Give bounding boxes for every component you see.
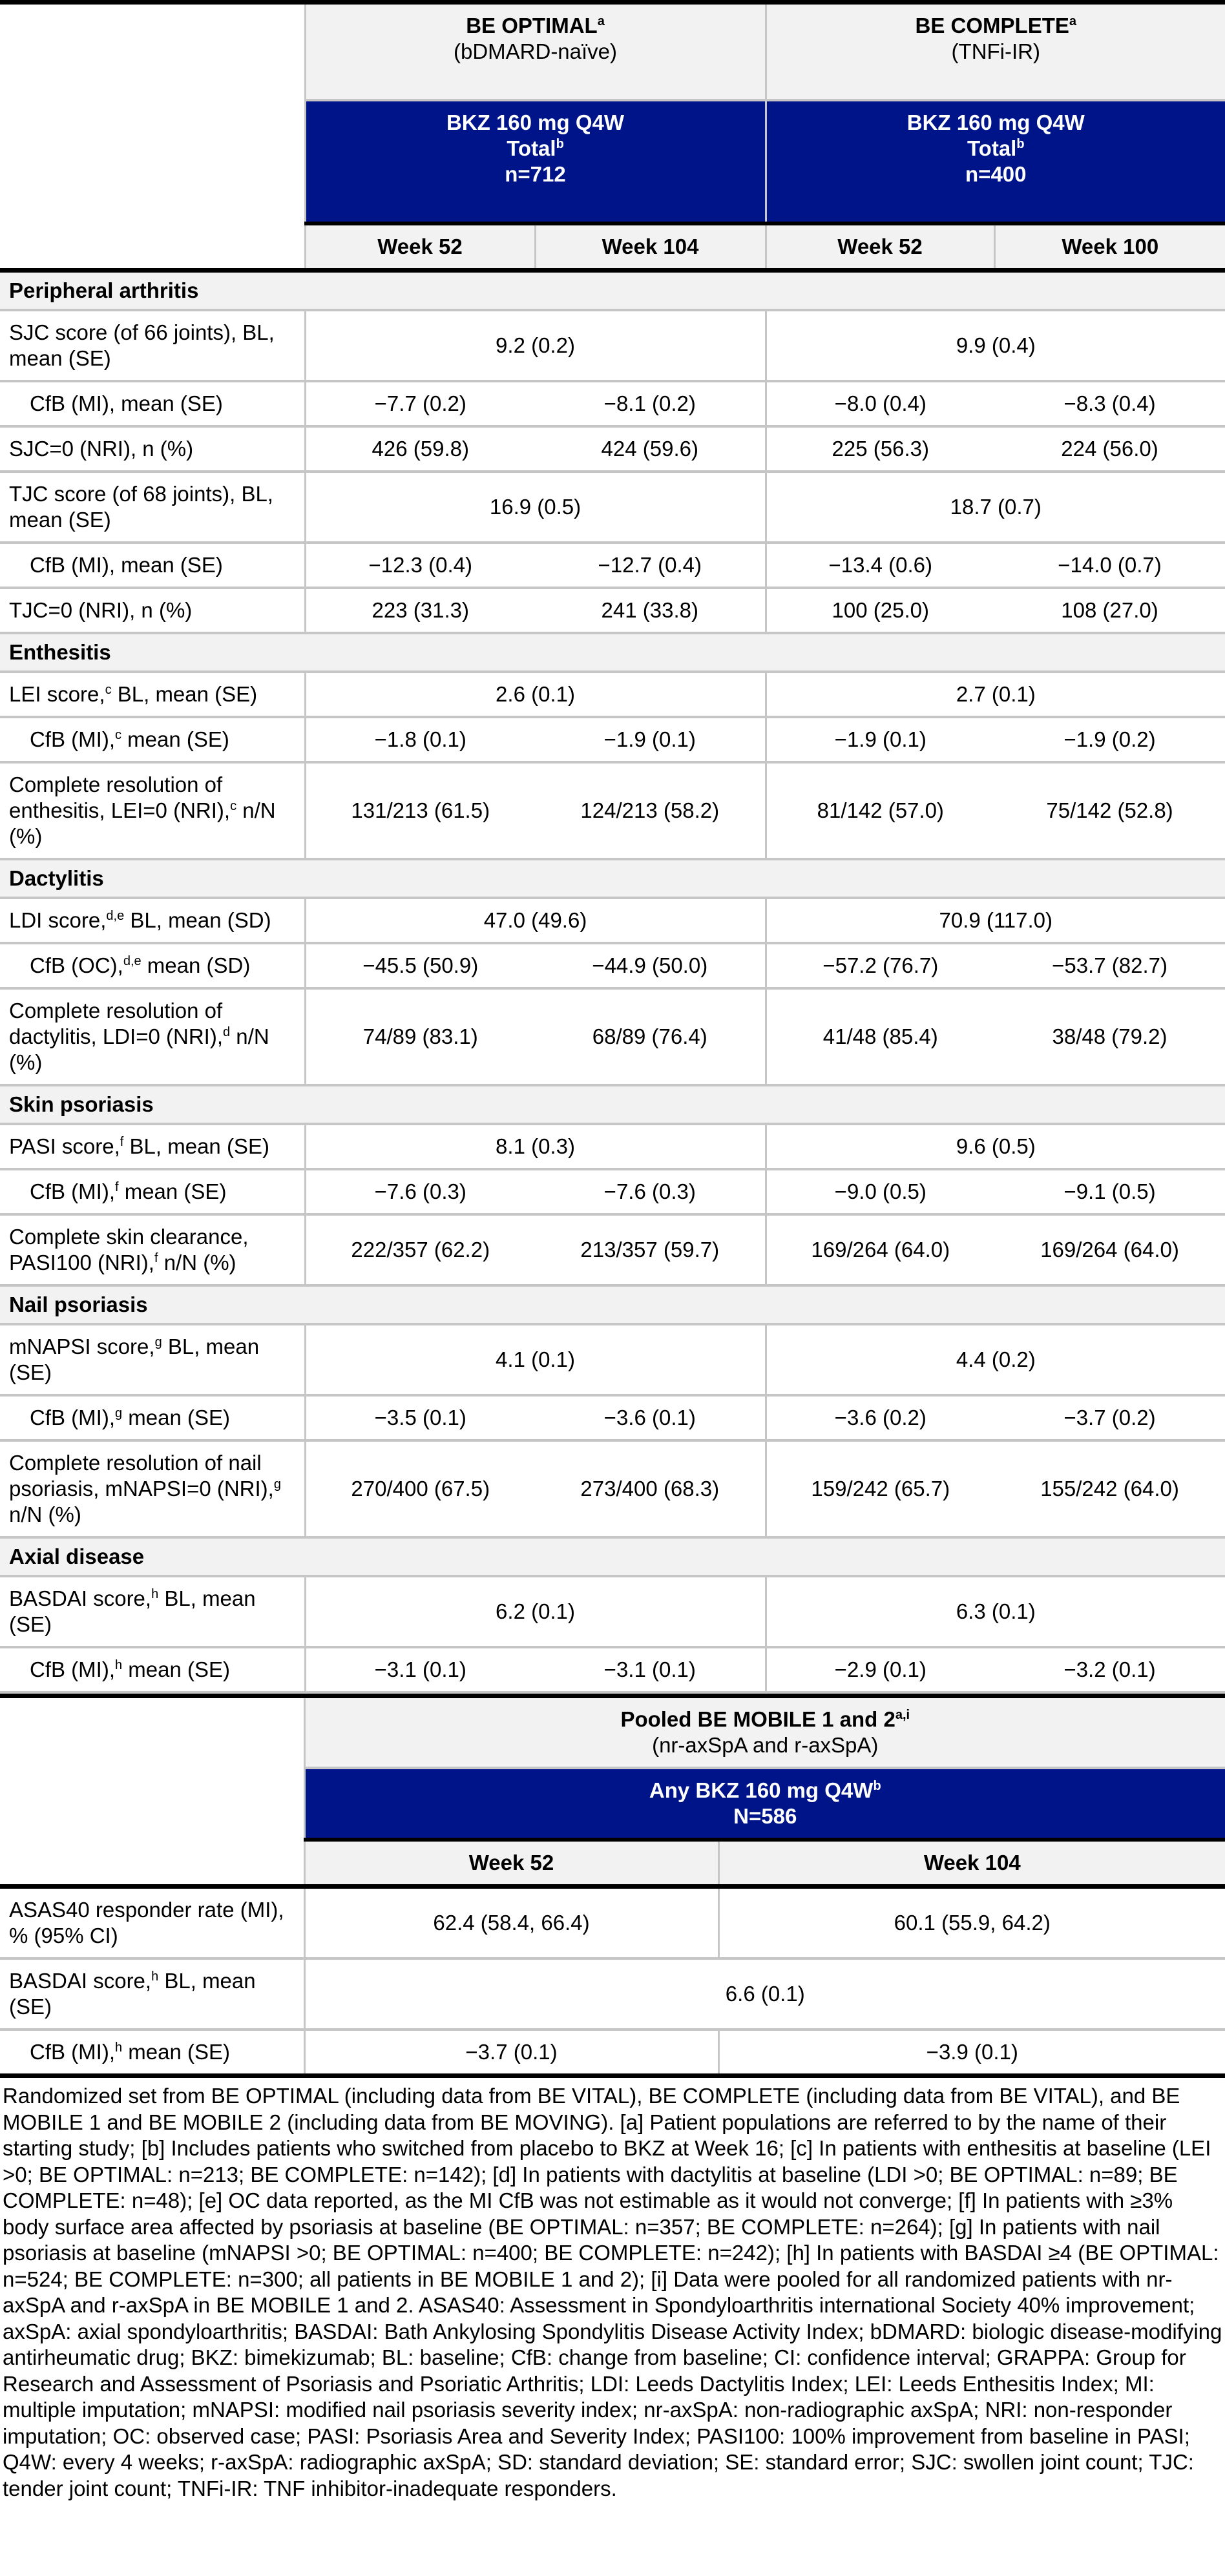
footnote-marker: b — [1016, 137, 1025, 151]
row-label-text: BL, mean (SE) — [111, 682, 258, 706]
value-cell: −3.7 (0.2) — [994, 1395, 1225, 1440]
value-cell: −3.7 (0.1) — [304, 2030, 718, 2076]
week-header: Week 52 — [766, 223, 994, 271]
value-cell: 131/213 (61.5) — [305, 762, 535, 859]
value-cell: 62.4 (58.4, 66.4) — [304, 1887, 718, 1959]
footnote-marker: f — [154, 1251, 158, 1265]
value-cell: 2.7 (0.1) — [766, 672, 1225, 717]
row-label-text: CfB (MI), mean (SE) — [30, 553, 223, 577]
row-label — [0, 762, 305, 859]
table-row — [0, 588, 1225, 633]
value-cell: 224 (56.0) — [994, 426, 1225, 472]
week-header: Week 104 — [718, 1840, 1225, 1887]
value-cell: 100 (25.0) — [766, 588, 994, 633]
section-row — [0, 859, 1225, 898]
section-heading: Axial disease — [0, 1537, 1225, 1576]
value-cell: 159/242 (65.7) — [766, 1440, 994, 1537]
value-cell: −53.7 (82.7) — [994, 943, 1225, 988]
value-cell: 70.9 (117.0) — [766, 898, 1225, 943]
group-header-be-complete — [766, 3, 1225, 101]
total-label: Total — [967, 136, 1017, 160]
footnote-marker: f — [120, 1135, 124, 1149]
section-heading: Skin psoriasis — [0, 1085, 1225, 1124]
row-label-text: CfB (MI), — [30, 1406, 115, 1429]
value-cell: 2.6 (0.1) — [305, 672, 766, 717]
value-cell: 155/242 (64.0) — [994, 1440, 1225, 1537]
group-subtitle: (bDMARD-naïve) — [453, 39, 618, 63]
row-label-text: n/N (%) — [9, 1024, 269, 1074]
value-cell: 47.0 (49.6) — [305, 898, 766, 943]
table-row — [0, 310, 1225, 381]
row-label-text: Complete resolution of enthesitis, LEI=0 (NRI), — [9, 773, 231, 822]
row-label-text: LDI score, — [9, 908, 107, 932]
footnote-marker: b — [556, 137, 564, 151]
value-cell: −2.9 (0.1) — [766, 1647, 994, 1692]
footnote-marker: h — [114, 2041, 123, 2055]
value-cell: −8.0 (0.4) — [766, 381, 994, 426]
empty-corner — [0, 3, 305, 101]
value-cell: −1.9 (0.2) — [994, 717, 1225, 762]
row-label-text: PASI score, — [9, 1134, 120, 1158]
value-cell: 273/400 (68.3) — [535, 1440, 766, 1537]
empty-cell — [0, 1840, 304, 1887]
value-cell: 38/48 (79.2) — [994, 988, 1225, 1085]
value-cell: 6.6 (0.1) — [304, 1958, 1225, 2030]
table-row — [0, 1440, 1225, 1537]
row-label — [0, 543, 305, 588]
arm-header-pooled — [304, 1768, 1225, 1840]
value-cell: 18.7 (0.7) — [766, 472, 1225, 543]
row-label-text: CfB (MI), — [30, 1179, 115, 1203]
value-cell: 225 (56.3) — [766, 426, 994, 472]
row-label — [0, 1576, 305, 1647]
footnote-marker: h — [114, 1658, 123, 1672]
value-cell: 6.2 (0.1) — [305, 1576, 766, 1647]
total-label: Total — [507, 136, 556, 160]
value-cell: −3.2 (0.1) — [994, 1647, 1225, 1692]
group-title: BE COMPLETE — [915, 14, 1069, 37]
value-cell: 81/142 (57.0) — [766, 762, 994, 859]
row-label-text: BASDAI score, — [9, 1586, 152, 1610]
row-label — [0, 472, 305, 543]
value-cell: −9.0 (0.5) — [766, 1169, 994, 1214]
value-cell: 241 (33.8) — [535, 588, 766, 633]
footnote-marker: h — [151, 1969, 159, 1984]
row-label-text: ASAS40 responder rate (MI), % (95% CI) — [9, 1898, 284, 1948]
value-cell: 60.1 (55.9, 64.2) — [718, 1887, 1225, 1959]
row-label-text: mean (SD) — [141, 953, 251, 977]
table-row — [0, 1647, 1225, 1692]
value-cell: 169/264 (64.0) — [994, 1214, 1225, 1285]
table-row — [0, 543, 1225, 588]
group-header-be-optimal — [305, 3, 766, 101]
footnote-marker: f — [114, 1180, 119, 1194]
row-label-text: BL, mean (SE) — [123, 1134, 269, 1158]
table-row — [0, 1124, 1225, 1169]
value-cell: −57.2 (76.7) — [766, 943, 994, 988]
value-cell: 213/357 (59.7) — [535, 1214, 766, 1285]
row-label-text: BL, mean (SD) — [124, 908, 271, 932]
row-label — [0, 381, 305, 426]
table-row — [0, 672, 1225, 717]
footnote-marker: d — [223, 1025, 231, 1039]
empty-cell — [0, 1768, 304, 1840]
row-label — [0, 1214, 305, 1285]
row-label-text: n/N (%) — [9, 798, 276, 848]
section-heading: Dactylitis — [0, 859, 1225, 898]
week-header: Week 100 — [994, 223, 1225, 271]
empty-corner — [0, 1696, 304, 1769]
n-count: n=400 — [965, 162, 1027, 186]
value-cell: 169/264 (64.0) — [766, 1214, 994, 1285]
value-cell: −1.9 (0.1) — [766, 717, 994, 762]
value-cell: 9.6 (0.5) — [766, 1124, 1225, 1169]
row-label-text: SJC=0 (NRI), n (%) — [9, 437, 194, 461]
row-label-text: CfB (MI), — [30, 2040, 115, 2064]
section-row — [0, 1537, 1225, 1576]
value-cell: −1.9 (0.1) — [535, 717, 766, 762]
table-row — [0, 2030, 1225, 2076]
row-label-text: TJC=0 (NRI), n (%) — [9, 598, 193, 622]
value-cell: 108 (27.0) — [994, 588, 1225, 633]
table-row — [0, 717, 1225, 762]
table-row — [0, 1958, 1225, 2030]
row-label-text: Complete resolution of nail psoriasis, mNAPSI=0 (NRI), — [9, 1451, 274, 1501]
value-cell: −3.1 (0.1) — [535, 1647, 766, 1692]
footnote-marker: c — [114, 728, 121, 742]
table-row — [0, 426, 1225, 472]
footnote-marker: g — [154, 1335, 162, 1349]
value-cell: −7.7 (0.2) — [305, 381, 535, 426]
arm-label: BKZ 160 mg Q4W — [906, 110, 1085, 134]
footnote-marker: b — [873, 1779, 881, 1793]
value-cell: 270/400 (67.5) — [305, 1440, 535, 1537]
footnote: Randomized set from BE OPTIMAL (including data from BE VITAL), BE COMPLETE (including data from BE VITAL), and BE MOBILE 1 and BE MOBILE 2 (including data from BE MOVING). [a] Patient populations are referred to by the name of their starting study; [b] Includes patients who switched from placebo to BKZ at Week 16; [c] In patients with enthesitis at baseline (LEI >0; BE OPTIMAL: n=213; BE COMPLETE: n=142); [d] In patients with dactylitis at baseline (LDI >0; BE OPTIMAL: n=89; BE COMPLETE: n=48); [e] OC data reported, as the MI CfB was not estimable as it would not converge; [f] In patients with ≥3% body surface area affected by psoriasis at baseline (BE OPTIMAL: n=357; BE COMPLETE: n=264); [g] In patients with nail psoriasis at baseline (mNAPSI >0; BE OPTIMAL: n=400; BE COMPLETE: n=242); [h] In patients with BASDAI ≥4 (BE OPTIMAL: n=524; BE COMPLETE: n=300; all patients in BE MOBILE 1 and 2); [i] Data were pooled for all randomized patients with nr-axSpA and r-axSpA in BE MOBILE 1 and 2. ASAS40: Assessment in Spondyloarthritis international Society 40% improvement; axSpA: axial spondyloarthritis; BASDAI: Bath Ankylosing Spondylitis Disease Activity Index; bDMARD: biologic disease-modifying antirheumatic drug; BKZ: bimekizumab; BL: baseline; CfB: change from baseline; CI: confidence interval; GRAPPA: Group for Research and Assessment of Psoriasis and Psoriatic Arthritis; LDI: Leeds Dactylitis Index; LEI: Leeds Enthesitis Index; MI: multiple imputation; mNAPSI: modified nail psoriasis severity index; nr-axSpA: non-radiographic axSpA; NRI: non-responder imputation; OC: observed case; PASI: Psoriasis Area and Severity Index; PASI100: 100% improvement from baseline in PASI; Q4W: every 4 weeks; r-axSpA: radiographic axSpA; SD: standard deviation; SE: standard error; SJC: swollen joint count; TJC: tender joint count; TNFi-IR: TNF inhibitor-inadequate responders. — [0, 2076, 1225, 2509]
n-count: n=712 — [505, 162, 566, 186]
value-cell: −9.1 (0.5) — [994, 1169, 1225, 1214]
arm-header-be-optimal — [305, 100, 766, 223]
value-cell: 6.3 (0.1) — [766, 1576, 1225, 1647]
value-cell: −8.1 (0.2) — [535, 381, 766, 426]
row-label — [0, 1324, 305, 1395]
table-row — [0, 381, 1225, 426]
value-cell: 74/89 (83.1) — [305, 988, 535, 1085]
value-cell: 426 (59.8) — [305, 426, 535, 472]
row-label-text: mean (SE) — [122, 2040, 230, 2064]
value-cell: 8.1 (0.3) — [305, 1124, 766, 1169]
footnote-marker: d,e — [123, 954, 141, 968]
week-header: Week 104 — [535, 223, 766, 271]
table-row — [0, 943, 1225, 988]
value-cell: −3.6 (0.1) — [535, 1395, 766, 1440]
row-label — [0, 310, 305, 381]
value-cell: 222/357 (62.2) — [305, 1214, 535, 1285]
value-cell: −44.9 (50.0) — [535, 943, 766, 988]
week-header: Week 52 — [305, 223, 535, 271]
arm-label: BKZ 160 mg Q4W — [446, 110, 625, 134]
table-row — [0, 988, 1225, 1085]
value-cell: −12.3 (0.4) — [305, 543, 535, 588]
row-label — [0, 898, 305, 943]
table-row — [0, 1324, 1225, 1395]
week-header: Week 52 — [304, 1840, 718, 1887]
row-label-text: CfB (MI), — [30, 1657, 115, 1681]
value-cell: −7.6 (0.3) — [305, 1169, 535, 1214]
value-cell: 223 (31.3) — [305, 588, 535, 633]
group-subtitle: (TNFi-IR) — [951, 39, 1040, 63]
value-cell: −3.5 (0.1) — [305, 1395, 535, 1440]
row-label — [0, 2030, 304, 2076]
row-label — [0, 1958, 304, 2030]
value-cell: −14.0 (0.7) — [994, 543, 1225, 588]
section-row — [0, 271, 1225, 311]
footnote-marker: g — [114, 1406, 123, 1420]
section-heading: Nail psoriasis — [0, 1285, 1225, 1324]
value-cell: −3.1 (0.1) — [305, 1647, 535, 1692]
row-label-text: n/N (%) — [9, 1502, 81, 1526]
footnote-marker: d,e — [106, 909, 125, 923]
row-label — [0, 1169, 305, 1214]
group-title: BE OPTIMAL — [466, 14, 598, 37]
empty-cell — [0, 223, 305, 271]
section-heading: Peripheral arthritis — [0, 271, 1225, 311]
section-row — [0, 1285, 1225, 1324]
n-count: N=586 — [733, 1804, 797, 1828]
row-label-text: BL, mean (SE) — [9, 1586, 256, 1636]
row-label-text: SJC score (of 66 joints), BL, mean (SE) — [9, 320, 275, 370]
value-cell: 9.2 (0.2) — [305, 310, 766, 381]
value-cell: 68/89 (76.4) — [535, 988, 766, 1085]
value-cell: −12.7 (0.4) — [535, 543, 766, 588]
row-label — [0, 1887, 304, 1959]
value-cell: −45.5 (50.9) — [305, 943, 535, 988]
table-row — [0, 898, 1225, 943]
arm-header-be-complete — [766, 100, 1225, 223]
main-table-body — [0, 271, 1225, 1693]
section-row — [0, 633, 1225, 672]
row-label-text: mNAPSI score, — [9, 1335, 155, 1358]
value-cell: 124/213 (58.2) — [535, 762, 766, 859]
row-label-text: BL, mean (SE) — [9, 1969, 256, 2019]
arm-label: Any BKZ 160 mg Q4W — [649, 1778, 874, 1802]
row-label-text: mean (SE) — [118, 1179, 227, 1203]
section-heading: Enthesitis — [0, 633, 1225, 672]
value-cell: −7.6 (0.3) — [535, 1169, 766, 1214]
row-label-text: LEI score, — [9, 682, 105, 706]
table-row — [0, 1395, 1225, 1440]
empty-cell — [0, 100, 305, 223]
row-label-text: n/N (%) — [158, 1251, 236, 1274]
pooled-table-body — [0, 1887, 1225, 2076]
footnote-marker: c — [105, 683, 112, 697]
row-label-text: mean (SE) — [122, 1406, 230, 1429]
row-label-text: TJC score (of 68 joints), BL, mean (SE) — [9, 482, 273, 532]
footnote-marker: a — [597, 14, 605, 28]
value-cell: 4.1 (0.1) — [305, 1324, 766, 1395]
row-label — [0, 672, 305, 717]
value-cell: −3.9 (0.1) — [718, 2030, 1225, 2076]
value-cell: −3.6 (0.2) — [766, 1395, 994, 1440]
row-label — [0, 943, 305, 988]
value-cell: −8.3 (0.4) — [994, 381, 1225, 426]
value-cell: 4.4 (0.2) — [766, 1324, 1225, 1395]
table-row — [0, 472, 1225, 543]
row-label — [0, 1124, 305, 1169]
value-cell: −13.4 (0.6) — [766, 543, 994, 588]
group-title: Pooled BE MOBILE 1 and 2 — [620, 1707, 895, 1731]
pooled-table — [0, 1694, 1225, 2508]
row-label — [0, 588, 305, 633]
row-label — [0, 988, 305, 1085]
row-label-text: mean (SE) — [121, 727, 229, 751]
row-label-text: Complete skin clearance, PASI100 (NRI), — [9, 1225, 249, 1274]
value-cell: 75/142 (52.8) — [994, 762, 1225, 859]
row-label-text: Complete resolution of dactylitis, LDI=0 (NRI), — [9, 999, 223, 1048]
row-label-text: CfB (MI), — [30, 727, 115, 751]
table-row — [0, 1576, 1225, 1647]
table-row — [0, 1169, 1225, 1214]
value-cell: 424 (59.6) — [535, 426, 766, 472]
row-label — [0, 1440, 305, 1537]
footnote-marker: c — [230, 799, 237, 813]
table-row — [0, 762, 1225, 859]
footnote-marker: a — [1069, 14, 1077, 28]
row-label — [0, 426, 305, 472]
value-cell: 9.9 (0.4) — [766, 310, 1225, 381]
footnote-marker: h — [151, 1587, 159, 1601]
value-cell: 16.9 (0.5) — [305, 472, 766, 543]
row-label — [0, 1395, 305, 1440]
row-label — [0, 1647, 305, 1692]
row-label-text: BASDAI score, — [9, 1969, 152, 1993]
section-row — [0, 1085, 1225, 1124]
row-label-text: CfB (OC), — [30, 953, 123, 977]
value-cell: 41/48 (85.4) — [766, 988, 994, 1085]
value-cell: −1.8 (0.1) — [305, 717, 535, 762]
table-row — [0, 1214, 1225, 1285]
row-label — [0, 717, 305, 762]
row-label-text: mean (SE) — [122, 1657, 230, 1681]
footnote-marker: a,i — [895, 1708, 910, 1722]
table-row — [0, 1887, 1225, 1959]
footnote-marker: g — [273, 1477, 281, 1491]
row-label-text: BL, mean (SE) — [9, 1335, 260, 1384]
group-header-pooled — [304, 1696, 1225, 1769]
group-subtitle: (nr-axSpA and r-axSpA) — [652, 1733, 879, 1757]
row-label-text: CfB (MI), mean (SE) — [30, 391, 223, 415]
